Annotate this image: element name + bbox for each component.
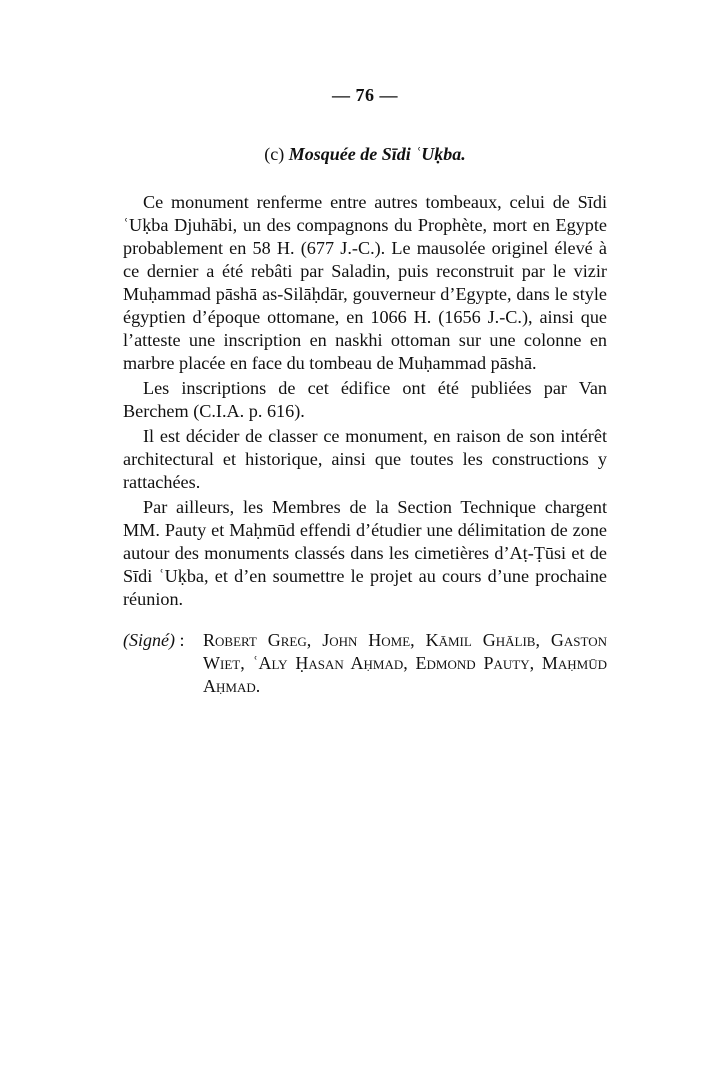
- signature-colon: :: [179, 630, 185, 650]
- signature-label: [123, 629, 203, 698]
- signature-label-text: (Signé): [123, 630, 175, 650]
- signatory-names: Robert Greg, John Home, Kāmil Ghālib, Gaston Wiet, ʿAly Ḥasan Aḥmad, Edmond Pauty, Maḥmūd Aḥmad.: [203, 630, 607, 696]
- body-paragraph-2: Les inscriptions de cet édifice ont été publiées par Van Berchem (C.I.A. p. 616).: [123, 378, 607, 421]
- body-paragraph-3: Il est décider de classer ce monument, en raison de son intérêt architectural et historique, ainsi que toutes les constructions y rattachées.: [123, 426, 607, 492]
- section-heading: [123, 144, 607, 165]
- signature-block: [123, 629, 607, 698]
- body-paragraph-4: Par ailleurs, les Membres de la Section Technique chargent MM. Pauty et Maḥmūd effendi d’étudier une délimitation de zone autour des monuments classés dans les cimetières d’Aṭ-Ṭūsi et de Sīdi ʿUḳba, et d’en soumettre le projet au cours d’une prochaine réunion.: [123, 497, 607, 609]
- body-paragraph-1: Ce monument renferme entre autres tombeaux, celui de Sīdi ʿUḳba Djuhābi, un des compagnons du Prophète, mort en Egypte probablement en 58 H. (677 J.-C.). Le mausolée originel élevé à ce dernier a été rebâti par Saladin, puis reconstruit par le vizir Muḥammad pāshā as-Silāḥdār, gouverneur d’Egypte, dans le style égyptien d’époque ottomane, en 1066 H. (1656 J.-C.), ainsi que l’atteste une inscription en naskhi ottoman sur une colonne en marbre placée en face du tombeau de Muḥammad pāshā.: [123, 192, 607, 373]
- page-number: — 76 —: [332, 85, 398, 105]
- document-page: [123, 85, 607, 698]
- section-marker: (c): [264, 144, 285, 164]
- section-title: Mosquée de Sīdi ʿUḳba.: [288, 144, 466, 164]
